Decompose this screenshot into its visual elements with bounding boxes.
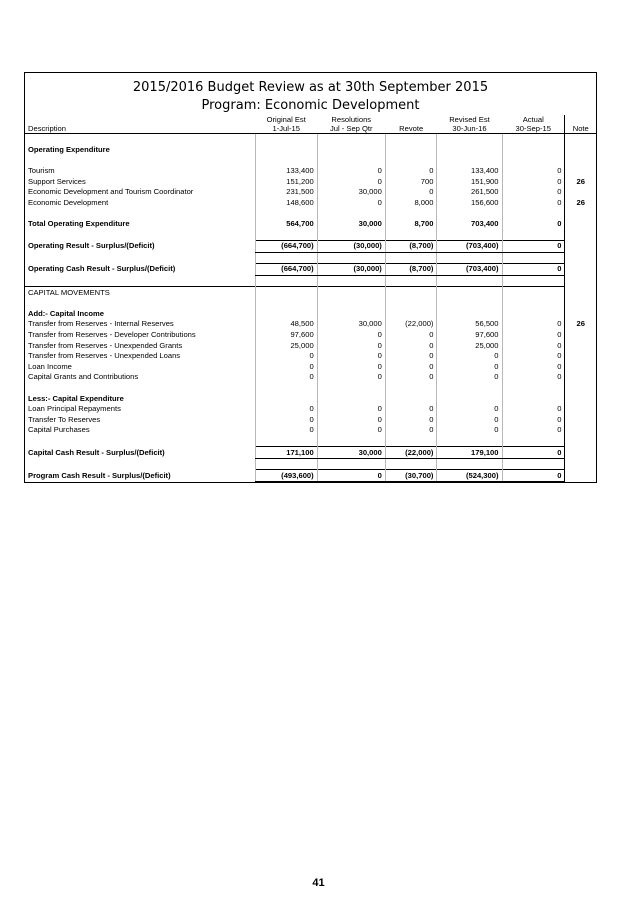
- operating-expenditure-heading: [25, 145, 596, 156]
- header-original-date: 1-Jul-15: [255, 124, 317, 134]
- table-row: [25, 330, 596, 341]
- row-note: [565, 414, 596, 425]
- cell-res: 30,000: [317, 187, 385, 198]
- cell-revote: 0: [385, 330, 437, 341]
- cell-res: 0: [317, 404, 385, 415]
- cell-res: 0: [317, 361, 385, 372]
- cell-actual: 0: [502, 330, 565, 341]
- cell-orig: 0: [255, 361, 317, 372]
- cell-revote: 0: [385, 166, 437, 177]
- budget-review-frame: [24, 72, 597, 483]
- cell-orig: 151,200: [255, 176, 317, 187]
- header-resolutions-period: Jul - Sep Qtr: [317, 124, 385, 134]
- cell-revised: 261,500: [437, 187, 502, 198]
- cell-revote: (8,700): [385, 264, 437, 276]
- cell-revised: 0: [437, 414, 502, 425]
- row-description: Tourism: [28, 166, 55, 176]
- cell-revised: 25,000: [437, 340, 502, 351]
- cell-actual: 0: [502, 264, 565, 276]
- cell-res: 30,000: [317, 219, 385, 230]
- cell-res: 0: [317, 330, 385, 341]
- header-actual: Actual: [522, 115, 544, 124]
- cell-revote: (8,700): [385, 240, 437, 252]
- spacer-row: [25, 436, 596, 447]
- cell-res: 0: [317, 176, 385, 187]
- cell-res: 0: [317, 372, 385, 383]
- header-description: Description: [25, 124, 255, 134]
- row-description: Transfer from Reserves - Developer Contributions: [28, 329, 196, 339]
- operating-expenditure-heading-label: Operating Expenditure: [28, 144, 110, 154]
- cell-revote: 0: [385, 404, 437, 415]
- spacer-row: [25, 383, 596, 394]
- cell-orig: 148,600: [255, 198, 317, 209]
- cell-revised: 179,100: [437, 447, 502, 459]
- cell-revote: 0: [385, 340, 437, 351]
- header-revote: Revote: [385, 124, 437, 134]
- cell-res: 0: [317, 340, 385, 351]
- row-description: Operating Result - Surplus/(Deficit): [28, 241, 155, 251]
- cell-revised: 703,400: [437, 219, 502, 230]
- row-note: 26: [565, 176, 596, 187]
- cell-actual: 0: [502, 425, 565, 436]
- row-note: 26: [565, 319, 596, 330]
- spacer-row: [25, 229, 596, 240]
- cell-orig: 25,000: [255, 340, 317, 351]
- row-description: Total Operating Expenditure: [28, 219, 130, 229]
- table-row: [25, 176, 596, 187]
- cell-revote: 0: [385, 187, 437, 198]
- budget-table: [25, 115, 596, 482]
- cell-res: 0: [317, 351, 385, 362]
- table-row: [25, 372, 596, 383]
- cell-res: 30,000: [317, 447, 385, 459]
- table-row: [25, 319, 596, 330]
- table-row: [25, 198, 596, 209]
- spacer-row: [25, 275, 596, 287]
- row-note: [565, 372, 596, 383]
- cell-revised: 156,600: [437, 198, 502, 209]
- row-note: [565, 361, 596, 372]
- cell-revised: 97,600: [437, 330, 502, 341]
- header-note: Note: [565, 124, 596, 134]
- cell-actual: 0: [502, 240, 565, 252]
- capital-income-heading: [25, 309, 596, 320]
- cell-revote: 8,000: [385, 198, 437, 209]
- cell-actual: 0: [502, 361, 565, 372]
- cell-res: 0: [317, 414, 385, 425]
- cell-revised: 0: [437, 404, 502, 415]
- row-description: Loan Income: [28, 361, 72, 371]
- table-row: [25, 166, 596, 177]
- row-description: Loan Principal Repayments: [28, 404, 121, 414]
- row-note: [565, 470, 596, 482]
- header-row-2: [25, 124, 596, 134]
- cell-revised: 0: [437, 372, 502, 383]
- cell-res: 0: [317, 425, 385, 436]
- cell-actual: 0: [502, 372, 565, 383]
- cell-actual: 0: [502, 340, 565, 351]
- row-description: Transfer To Reserves: [28, 414, 101, 424]
- cell-revote: 0: [385, 351, 437, 362]
- cell-revote: (22,000): [385, 319, 437, 330]
- cell-orig: 97,600: [255, 330, 317, 341]
- cell-orig: 564,700: [255, 219, 317, 230]
- cell-actual: 0: [502, 470, 565, 482]
- table-row: [25, 425, 596, 436]
- cell-revised: 56,500: [437, 319, 502, 330]
- cell-revote: 8,700: [385, 219, 437, 230]
- spacer-row: [25, 208, 596, 219]
- cell-orig: 0: [255, 351, 317, 362]
- cell-revised: 151,900: [437, 176, 502, 187]
- cell-orig: 0: [255, 414, 317, 425]
- row-description: Capital Cash Result - Surplus/(Deficit): [28, 447, 165, 457]
- row-note: [565, 264, 596, 276]
- row-description: Transfer from Reserves - Unexpended Loans: [28, 351, 181, 361]
- capital-movements-heading-label: CAPITAL MOVEMENTS: [25, 287, 255, 298]
- spacer-row: [25, 134, 596, 145]
- cell-orig: 48,500: [255, 319, 317, 330]
- cell-actual: 0: [502, 166, 565, 177]
- table-row: [25, 404, 596, 415]
- cell-actual: 0: [502, 404, 565, 415]
- cell-orig: (664,700): [255, 264, 317, 276]
- spacer-row: [25, 155, 596, 166]
- row-note: [565, 330, 596, 341]
- row-note: [565, 166, 596, 177]
- cell-revised: (703,400): [437, 264, 502, 276]
- cell-revote: 0: [385, 425, 437, 436]
- header-actual-date: 30-Sep-15: [502, 124, 565, 134]
- cell-revised: 0: [437, 425, 502, 436]
- cell-revised: 0: [437, 351, 502, 362]
- cell-actual: 0: [502, 187, 565, 198]
- cell-res: 0: [317, 470, 385, 482]
- row-note: [565, 187, 596, 198]
- table-row: [25, 340, 596, 351]
- cell-revote: 0: [385, 372, 437, 383]
- spacer-row: [25, 458, 596, 470]
- header-original-est: Original Est: [266, 115, 306, 124]
- row-note: [565, 447, 596, 459]
- capital-cash-result-row: [25, 447, 596, 459]
- cell-revote: (30,700): [385, 470, 437, 482]
- cell-res: 30,000: [317, 319, 385, 330]
- operating-cash-result-row: [25, 264, 596, 276]
- row-note: [565, 404, 596, 415]
- header-revised-est: Revised Est: [449, 115, 490, 124]
- header-resolutions: Resolutions: [331, 115, 372, 124]
- header-row-1: [25, 115, 596, 124]
- cell-actual: 0: [502, 219, 565, 230]
- table-row: [25, 414, 596, 425]
- capital-expenditure-heading-label: Less:- Capital Expenditure: [28, 393, 124, 403]
- cell-actual: 0: [502, 198, 565, 209]
- budget-body: [25, 134, 596, 482]
- cell-orig: 0: [255, 425, 317, 436]
- cell-orig: 133,400: [255, 166, 317, 177]
- cell-res: (30,000): [317, 264, 385, 276]
- capital-income-heading-label: Add:- Capital Income: [28, 308, 104, 318]
- cell-revised: (703,400): [437, 240, 502, 252]
- row-description: Program Cash Result - Surplus/(Deficit): [28, 470, 171, 480]
- cell-res: (30,000): [317, 240, 385, 252]
- row-description: Economic Development: [28, 197, 109, 207]
- report-title: [25, 73, 596, 115]
- cell-revote: 0: [385, 414, 437, 425]
- capital-expenditure-heading: [25, 393, 596, 404]
- cell-orig: 231,500: [255, 187, 317, 198]
- row-note: [565, 351, 596, 362]
- operating-result-row: [25, 240, 596, 252]
- cell-revised: 133,400: [437, 166, 502, 177]
- cell-actual: 0: [502, 351, 565, 362]
- cell-revote: (22,000): [385, 447, 437, 459]
- row-description: Transfer from Reserves - Unexpended Grants: [28, 340, 183, 350]
- cell-orig: (493,600): [255, 470, 317, 482]
- total-operating-expenditure-row: [25, 219, 596, 230]
- row-note: [565, 219, 596, 230]
- cell-actual: 0: [502, 319, 565, 330]
- row-description: Capital Grants and Contributions: [28, 372, 139, 382]
- cell-orig: 171,100: [255, 447, 317, 459]
- header-revised-date: 30-Jun-16: [437, 124, 502, 134]
- title-line-2: Program: Economic Development: [201, 98, 420, 113]
- row-description: Operating Cash Result - Surplus/(Deficit): [28, 264, 176, 274]
- page-number: 41: [312, 877, 325, 889]
- cell-res: 0: [317, 166, 385, 177]
- cell-orig: 0: [255, 372, 317, 383]
- program-cash-result-row: [25, 470, 596, 482]
- table-row: [25, 187, 596, 198]
- cell-res: 0: [317, 198, 385, 209]
- cell-actual: 0: [502, 414, 565, 425]
- spacer-row: [25, 298, 596, 309]
- cell-orig: 0: [255, 404, 317, 415]
- table-row: [25, 361, 596, 372]
- cell-revised: 0: [437, 361, 502, 372]
- row-description: Capital Purchases: [28, 425, 90, 435]
- row-description: Transfer from Reserves - Internal Reserves: [28, 319, 174, 329]
- row-description: Economic Development and Tourism Coordinator: [28, 187, 194, 197]
- spacer-row: [25, 252, 596, 264]
- row-note: [565, 425, 596, 436]
- capital-movements-heading: [25, 287, 596, 298]
- cell-actual: 0: [502, 447, 565, 459]
- row-note: [565, 340, 596, 351]
- cell-revote: 0: [385, 361, 437, 372]
- cell-orig: (664,700): [255, 240, 317, 252]
- cell-actual: 0: [502, 176, 565, 187]
- row-note: [565, 240, 596, 252]
- table-row: [25, 351, 596, 362]
- cell-revised: (524,300): [437, 470, 502, 482]
- row-note: 26: [565, 198, 596, 209]
- row-description: Support Services: [28, 176, 86, 186]
- title-line-1: 2015/2016 Budget Review as at 30th September 2015: [132, 80, 489, 95]
- cell-revote: 700: [385, 176, 437, 187]
